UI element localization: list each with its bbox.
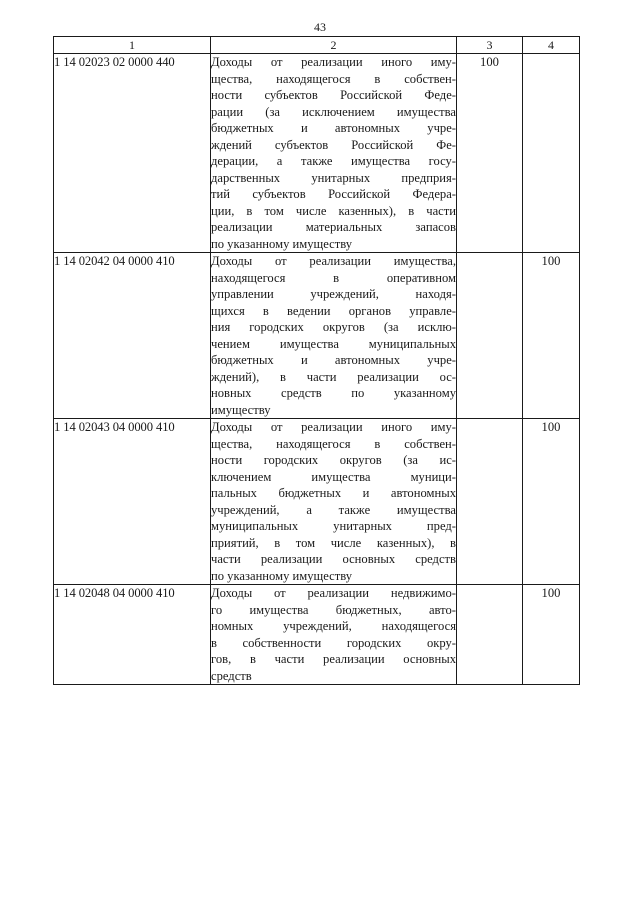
revenue-code-cell: 1 14 02023 02 0000 440 <box>54 54 211 253</box>
column-header-1: 1 <box>54 37 211 54</box>
table-row <box>54 585 580 685</box>
description-line: ности городских округов (за ис- <box>211 453 456 467</box>
description-line: дерации, а также имущества госу- <box>211 154 456 168</box>
description-line: Доходы от реализации имущества, <box>211 254 456 268</box>
percent-cell-column-3 <box>457 54 523 253</box>
description-line: номных учреждений, находящегося <box>211 619 456 633</box>
description-line: ждений), в части реализации ос- <box>211 369 456 384</box>
table-body <box>54 54 580 685</box>
percent-value: 100 <box>541 254 561 268</box>
column-header-4: 4 <box>523 37 580 54</box>
description-line: ности субъектов Российской Феде- <box>211 88 456 102</box>
percent-value: 100 <box>480 55 499 69</box>
table-row <box>54 54 580 253</box>
description-line: щихся в ведении органов управле- <box>211 303 456 318</box>
description-line: гов, в части реализации основных <box>211 652 456 666</box>
description-line: щества, находящегося в собствен- <box>211 71 456 86</box>
description-line: бюджетных и автономных учре- <box>211 121 456 135</box>
percent-cell-column-4 <box>523 253 580 419</box>
description-line: Доходы от реализации иного иму- <box>211 55 456 69</box>
table-row <box>54 419 580 585</box>
description-line: чением имущества муниципальных <box>211 336 456 351</box>
percent-cell-column-4 <box>523 419 580 585</box>
description-cell <box>211 253 457 419</box>
description-cell <box>211 419 457 585</box>
description-line: реализации материальных запасов <box>211 220 456 234</box>
description-line: приятий, в том числе казенных), в <box>211 535 456 550</box>
description-line: средств <box>211 668 252 683</box>
page-number: 43 <box>314 20 326 34</box>
description-line: новных средств по указанному <box>211 386 456 400</box>
percent-cell-column-3 <box>457 253 523 419</box>
description-line: находящегося в оперативном <box>211 270 456 285</box>
description-line: ждений субъектов Российской Фе- <box>211 137 456 152</box>
description-line: по указанному имуществу <box>211 568 353 583</box>
description-line: щества, находящегося в собствен- <box>211 436 456 451</box>
description-line: дарственных унитарных предприя- <box>211 170 456 185</box>
description-line: учреждений, а также имущества <box>211 502 456 517</box>
percent-cell-column-4 <box>523 54 580 253</box>
description-line: ния городских округов (за исклю- <box>211 320 456 334</box>
description-cell <box>211 585 457 685</box>
description-cell <box>211 54 457 253</box>
description-line: имуществу <box>211 402 271 417</box>
percent-value: 100 <box>541 586 561 600</box>
description-line: ции, в том числе казенных), в части <box>211 203 456 218</box>
description-line: го имущества бюджетных, авто- <box>211 602 456 617</box>
percent-value: 100 <box>541 420 561 434</box>
description-line: муниципальных унитарных пред- <box>211 519 456 533</box>
revenue-code-cell: 1 14 02043 04 0000 410 <box>54 419 211 585</box>
description-line: Доходы от реализации недвижимо- <box>211 586 456 600</box>
column-number-row <box>54 37 580 54</box>
description-line: в собственности городских окру- <box>211 635 456 650</box>
description-line: Доходы от реализации иного иму- <box>211 420 456 434</box>
revenue-code-cell: 1 14 02048 04 0000 410 <box>54 585 211 685</box>
table-row <box>54 253 580 419</box>
description-line: части реализации основных средств <box>211 552 456 566</box>
description-line: по указанному имуществу <box>211 236 353 251</box>
description-line: ключением имущества муници- <box>211 469 456 484</box>
revenue-code-cell: 1 14 02042 04 0000 410 <box>54 253 211 419</box>
column-header-3: 3 <box>457 37 523 54</box>
description-line: рации (за исключением имущества <box>211 104 456 119</box>
percent-cell-column-3 <box>457 585 523 685</box>
column-header-2: 2 <box>211 37 457 54</box>
description-line: тий субъектов Российской Федера- <box>211 187 456 201</box>
description-line: управлении учреждений, находя- <box>211 287 456 301</box>
percent-cell-column-3 <box>457 419 523 585</box>
description-line: бюджетных и автономных учре- <box>211 353 456 367</box>
description-line: пальных бюджетных и автономных <box>211 486 456 500</box>
revenue-codes-table <box>53 36 580 685</box>
percent-cell-column-4 <box>523 585 580 685</box>
